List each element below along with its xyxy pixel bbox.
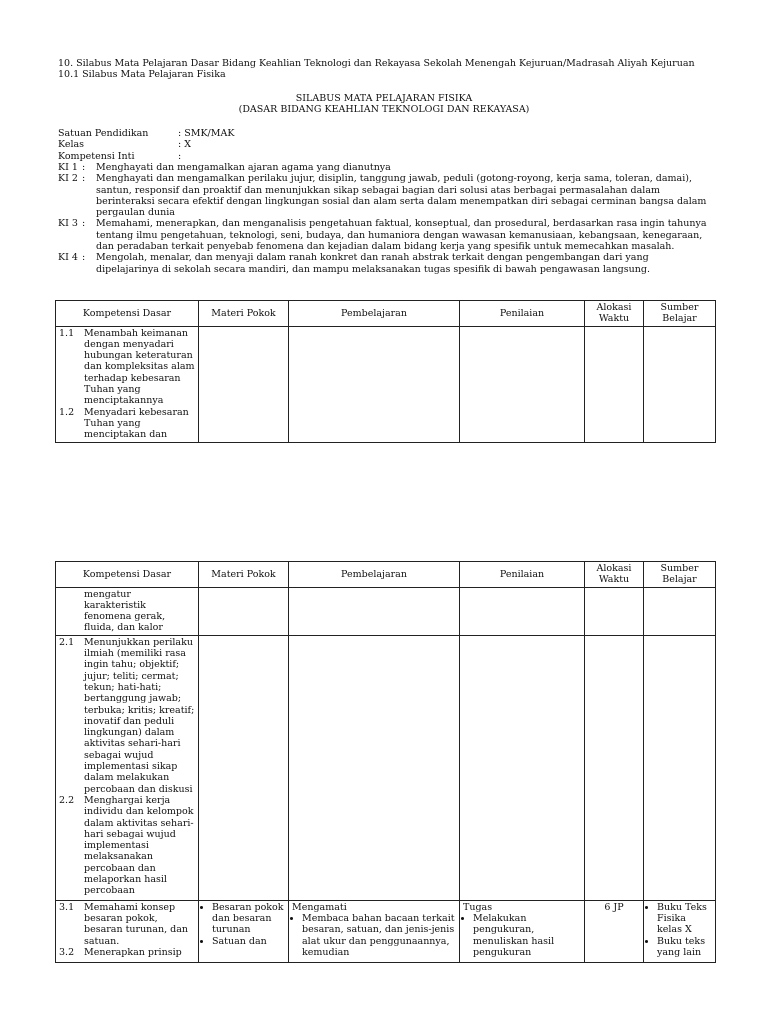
table-row <box>56 900 716 962</box>
ki-text: Menghayati dan mengamalkan ajaran agama yang dianutnya <box>96 162 391 173</box>
header-sumber-belajar <box>644 301 716 327</box>
list-item: • Buku teks yang lain <box>657 936 712 959</box>
kd-text: Menghargai kerja individu dan kelompok dalam aktivitas sehari-hari sebagai wujud implementasi melaksanakan percobaan dan melaporkan hasil percobaan <box>84 794 194 897</box>
pembelajaran-cell <box>289 587 460 635</box>
meta-value: : <box>178 150 182 162</box>
ki-text: Mengolah, menalar, dan menyaji dalam ranah konkret dan ranah abstrak terkait dengan pengembangan dari yang dipelajarinya di sekolah secara mandiri, dan mampu melaksanakan tugas spesifik di bawah pengawasan langsung. <box>96 252 650 275</box>
alokasi-cell <box>585 635 644 900</box>
meta-info <box>58 128 234 162</box>
kd-cell <box>56 900 199 962</box>
kd-number: 3.2 <box>59 946 75 958</box>
header-pembelajaran: Pembelajaran <box>289 301 460 327</box>
ki-code: KI 1 <box>58 162 78 173</box>
table-row <box>56 635 716 900</box>
header-sumber-belajar <box>644 562 716 588</box>
header-sumber-line-1: Sumber <box>660 302 699 313</box>
table-row <box>56 587 716 635</box>
materi-cell <box>199 635 289 900</box>
header-kompetensi-dasar: Kompetensi Dasar <box>56 562 199 588</box>
section-heading: 10. Silabus Mata Pelajaran Dasar Bidang Keahlian Teknologi dan Rekayasa Sekolah Menengah Kejuruan/Madrasah Aliyah Kejuruan <box>58 58 695 69</box>
pembelajaran-list <box>292 913 456 958</box>
meta-label: Satuan Pendidikan <box>58 128 149 139</box>
ki-item <box>58 162 708 173</box>
kompetensi-inti-list <box>58 162 708 275</box>
document-heading <box>58 58 695 81</box>
pembelajaran-cell <box>289 326 460 442</box>
kd-cell <box>56 587 199 635</box>
kd-number: 3.1 <box>59 901 75 913</box>
header-materi-pokok: Materi Pokok <box>199 562 289 588</box>
ki-colon: : <box>82 218 86 230</box>
header-alokasi-waktu <box>585 562 644 588</box>
ki-text: Memahami, menerapkan, dan menganalisis pengetahuan faktual, konseptual, dan prosedural, berdasarkan rasa ingin tahunya tentang ilmu pengetahuan, teknologi, seni, budaya, dan humaniora dengan wawasan kemanusiaan, kebangsaan, kenegaraan, dan peradaban terkait penyebab fenomena dan kejadian dalam bidang kerja yang spesifik untuk memecahkan masalah. <box>96 218 707 253</box>
list-item: • Besaran pokok dan besaran turunan <box>212 902 285 936</box>
kd-item <box>59 902 195 947</box>
subsection-heading: 10.1 Silabus Mata Pelajaran Fisika <box>58 69 226 81</box>
header-penilaian: Penilaian <box>460 562 585 588</box>
header-penilaian: Penilaian <box>460 301 585 327</box>
kd-text: Menyadari kebesaran Tuhan yang menciptakan dan <box>84 406 189 441</box>
pembelajaran-title: Mengamati <box>292 901 347 913</box>
header-sumber-line-1: Sumber <box>660 563 699 574</box>
header-kompetensi-dasar: Kompetensi Dasar <box>56 301 199 327</box>
penilaian-cell <box>460 326 585 442</box>
kd-number: 1.2 <box>59 406 75 418</box>
header-alokasi-line-1: Alokasi <box>596 563 632 574</box>
ki-colon: : <box>82 173 86 185</box>
table-header-row <box>56 301 716 327</box>
materi-cell <box>199 587 289 635</box>
meta-label: Kompetensi Inti <box>58 150 135 162</box>
header-pembelajaran: Pembelajaran <box>289 562 460 588</box>
ki-colon: : <box>82 252 86 264</box>
title-line-1: SILABUS MATA PELAJARAN FISIKA <box>295 93 473 104</box>
kd-text: Menunjukkan perilaku ilmiah (memiliki rasa ingin tahu; objektif; jujur; teliti; cermat; tekun; hati-hati; bertanggung jawab; terbuka; kritis; kreatif; inovatif dan peduli lingkungan) dalam aktivitas sehari-hari sebagai wujud implementasi sikap dalam melakukan percobaan dan diskusi <box>84 636 195 795</box>
alokasi-cell: 6 JP <box>585 900 644 962</box>
kd-item <box>59 407 195 441</box>
ki-item <box>58 173 708 218</box>
materi-list <box>202 902 285 947</box>
list-item: • Satuan dan <box>212 936 285 947</box>
materi-cell <box>199 326 289 442</box>
kd-number: 1.1 <box>59 327 75 339</box>
header-alokasi-line-2: Waktu <box>598 574 630 586</box>
sumber-cell <box>644 900 716 962</box>
ki-text: Menghayati dan mengamalkan perilaku jujur, disiplin, tanggung jawab, peduli (gotong-royong, kerja sama, toleran, damai), santun, responsif dan proaktif dan menunjukkan sikap sebagai bagian dari solusi atas berbagai permasalahan dalam berinteraksi secara efektif dengan lingkungan sosial dan alam serta dalam menempatkan diri sebagai cerminan bangsa dalam pergaulan dunia <box>96 173 707 219</box>
ki-colon: : <box>82 162 86 173</box>
meta-row <box>58 151 234 162</box>
kd-item <box>59 947 195 958</box>
kd-item <box>59 637 195 795</box>
penilaian-list <box>463 913 581 958</box>
syllabus-table-page-2 <box>55 561 716 963</box>
alokasi-cell <box>585 326 644 442</box>
header-alokasi-waktu <box>585 301 644 327</box>
penilaian-cell <box>460 635 585 900</box>
header-alokasi-line-2: Waktu <box>598 313 630 325</box>
syllabus-table-page-1 <box>55 300 716 443</box>
penilaian-cell <box>460 900 585 962</box>
kd-cell <box>56 326 199 442</box>
kd-cell <box>56 635 199 900</box>
header-materi-pokok: Materi Pokok <box>199 301 289 327</box>
kd-item <box>59 328 195 407</box>
ki-code: KI 3 <box>58 218 78 230</box>
sumber-list <box>647 902 712 958</box>
pembelajaran-cell <box>289 635 460 900</box>
ki-item <box>58 252 708 275</box>
penilaian-cell <box>460 587 585 635</box>
meta-row <box>58 139 234 150</box>
meta-value: : SMK/MAK <box>178 128 235 139</box>
table-header-row <box>56 562 716 588</box>
header-alokasi-line-1: Alokasi <box>596 302 632 313</box>
list-item: • Melakukan pengukuran, menuliskan hasil pengukuran <box>473 913 581 958</box>
alokasi-cell <box>585 587 644 635</box>
penilaian-title: Tugas <box>463 901 493 913</box>
meta-label: Kelas <box>58 139 85 151</box>
syllabus-title <box>0 93 768 116</box>
kd-number: 2.1 <box>59 636 75 648</box>
kd-item <box>59 589 195 634</box>
kd-text: Menambah keimanan dengan menyadari hubungan keteraturan dan kompleksitas alam terhadap kebesaran Tuhan yang menciptakannya <box>84 327 195 407</box>
materi-cell <box>199 900 289 962</box>
table-row <box>56 326 716 442</box>
sumber-cell <box>644 587 716 635</box>
ki-code: KI 4 <box>58 252 78 264</box>
kd-number: 2.2 <box>59 794 75 806</box>
pembelajaran-cell <box>289 900 460 962</box>
list-item: • Membaca bahan bacaan terkait besaran, satuan, dan jenis-jenis alat ukur dan penggunaannya, kemudian <box>302 913 456 958</box>
meta-row <box>58 128 234 139</box>
kd-text-continued: mengatur karakteristik fenomena gerak, fluida, dan kalor <box>84 588 166 634</box>
sumber-cell <box>644 635 716 900</box>
ki-item <box>58 218 708 252</box>
meta-value: : X <box>178 139 191 151</box>
sumber-cell <box>644 326 716 442</box>
ki-code: KI 2 <box>58 173 78 185</box>
title-line-2: (DASAR BIDANG KEAHLIAN TEKNOLOGI DAN REKAYASA) <box>238 104 530 116</box>
kd-text: Menerapkan prinsip <box>84 946 182 958</box>
header-sumber-line-2: Belajar <box>662 574 697 586</box>
list-item: • Buku Teks Fisika kelas X <box>657 902 712 936</box>
kd-item <box>59 795 195 897</box>
header-sumber-line-2: Belajar <box>662 313 697 325</box>
kd-text: Memahami konsep besaran pokok, besaran turunan, dan satuan. <box>84 901 188 947</box>
